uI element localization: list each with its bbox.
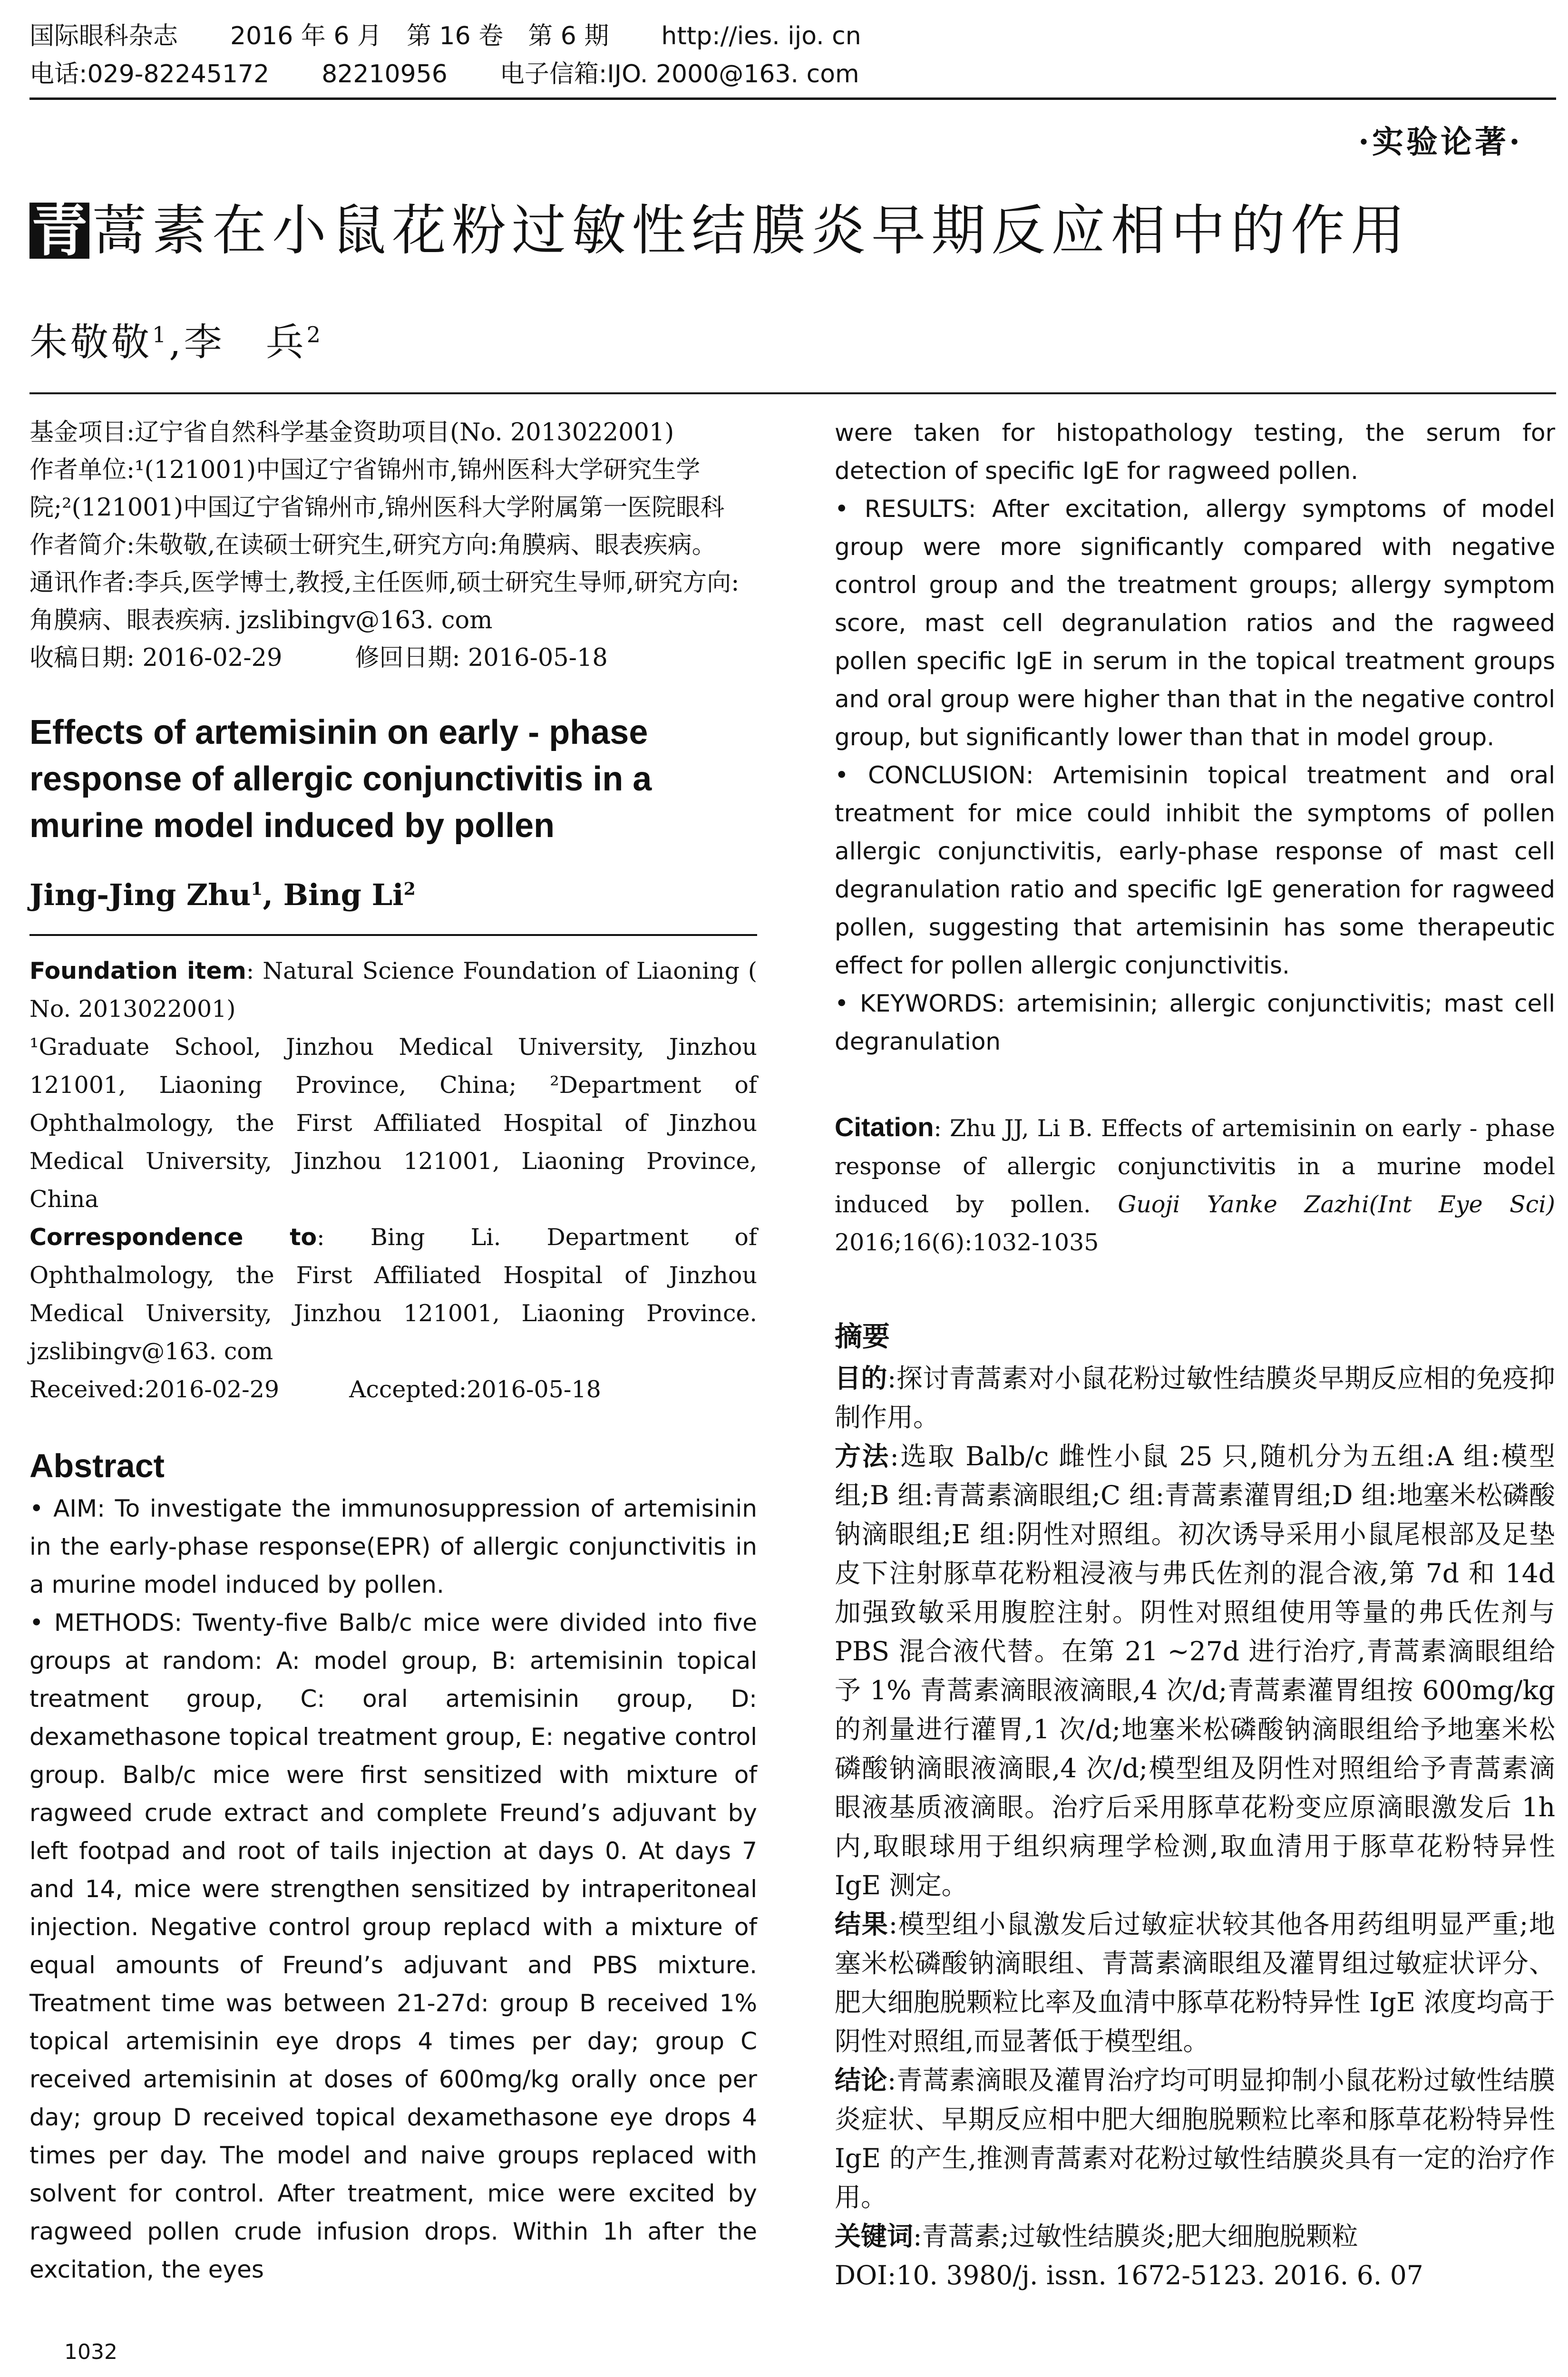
citation-label: Citation bbox=[835, 1112, 934, 1142]
left-column bbox=[29, 414, 757, 2289]
cn-affiliation: 作者单位:¹(121001)中国辽宁省锦州市,锦州医科大学研究生学院;²(121001)中国辽宁省锦州市,锦州医科大学附属第一医院眼科 bbox=[29, 456, 725, 522]
en-received: Received:2016-02-29 Accepted:2016-05-18 bbox=[29, 1376, 601, 1403]
en-author-1-sup: 1 bbox=[251, 879, 263, 899]
running-header bbox=[29, 17, 1551, 93]
cn-abstract-results bbox=[835, 1905, 1555, 2061]
abstract-heading: Abstract bbox=[29, 1447, 165, 1484]
author-list bbox=[29, 312, 323, 366]
citation-text: : Zhu JJ, Li B. Effects of artemisinin on early - phase response of allergic conjunctivitis in a murine model induced by pollen. bbox=[835, 1115, 1555, 1218]
cn-abstract-methods bbox=[835, 1437, 1555, 1905]
cn-conclusion-label: 结论 bbox=[835, 2065, 887, 2095]
abstract-methods: • METHODS: Twenty-five Balb/c mice were divided into five groups at random: A: model group, B: artemisinin topical treatment group, C: oral artemisinin group, D: dexamethasone topical treatment group, E: negative control group. Balb/c mice were first sensitized with mixture of ragweed crude extract and complete Freund’s adjuvant by left footpad and root of tails injection at days 0. At days 7 and 14, mice were strengthen sensitized by intraperitoneal injection. Negative control group replacd with a mixture of equal amounts of Freund’s adjuvant and PBS mixture. Treatment time was between 21-27d: group B received 1% topical artemisinin eye drops 4 times per day; group C received artemisinin at doses of 600mg/kg orally once per day; group D received topical dexamethasone eye drops 4 times per day. The model and naive groups replaced with solvent for control. After treatment, mice were excited by ragweed pollen crude infusion drops. Within 1h after the excitation, the eyes bbox=[29, 1609, 757, 2283]
english-title: Effects of artemisinin on early - phase response of allergic conjunctivitis in a murine model induced by pollen bbox=[29, 713, 652, 845]
cn-dates: 收稿日期: 2016-02-29 修回日期: 2016-05-18 bbox=[29, 644, 608, 672]
cn-correspondence: 通讯作者:李兵,医学博士,教授,主任医师,硕士研究生导师,研究方向:角膜病、眼表疾病. jzslibingv@163. com bbox=[29, 569, 740, 634]
email: 电子信箱:IJO. 2000@163. com bbox=[499, 60, 859, 88]
title-text: 蒿素在小鼠花粉过敏性结膜炎早期反应相中的作用 bbox=[92, 199, 1411, 262]
section-label: ·实验论著· bbox=[1358, 123, 1523, 160]
cn-abstract-heading: 摘要 bbox=[835, 1320, 890, 1353]
citation-journal: Guoji Yanke Zazhi(Int Eye Sci) bbox=[1118, 1191, 1555, 1218]
header-rule bbox=[29, 97, 1556, 100]
en-correspondence bbox=[29, 1218, 757, 1371]
author-1-sup: 1 bbox=[152, 321, 169, 348]
header-line-1 bbox=[29, 17, 1551, 55]
english-authors bbox=[29, 877, 757, 912]
abstract-conclusion: • CONCLUSION: Artemisinin topical treatment and oral treatment for mice could inhibit the symptoms of pollen allergic conjunctivitis, early-phase response of mast cell degranulation ratio and specific IgE generation for ragweed pollen, suggesting that artemisinin has some therapeutic effect for pollen allergic conjunctivitis. bbox=[835, 761, 1555, 979]
en-author-1: Jing-Jing Zhu bbox=[29, 877, 251, 912]
en-foundation bbox=[29, 952, 757, 1028]
header-line-2 bbox=[29, 55, 1551, 93]
title-rule bbox=[29, 392, 1556, 394]
abstract-results: • RESULTS: After excitation, allergy symptoms of model group were more significantly compared with negative control group and the treatment groups; allergy symptom score, mast cell degranulation ratios and the ragweed pollen specific IgE in serum in the topical treatment groups and oral group were higher than that in the negative control group, but significantly lower than that in model group. bbox=[835, 495, 1555, 751]
title-first-char: 青 bbox=[29, 203, 89, 259]
cn-keywords-label: 关键词 bbox=[835, 2221, 914, 2251]
en-affiliation: ¹Graduate School, Jinzhou Medical University, Jinzhou 121001, Liaoning Province, China; ²Department of Ophthalmology, the First Affiliated Hospital of Jinzhou Medical University, Jinzhou 121001, Liaoning Province, China bbox=[29, 1033, 757, 1213]
paper-title bbox=[29, 197, 1411, 263]
author-1: 朱敬敬 bbox=[29, 320, 152, 364]
phone: 电话:029-82245172 bbox=[29, 60, 270, 88]
citation-tail: 2016;16(6):1032-1035 bbox=[835, 1229, 1099, 1256]
cn-results-text: :模型组小鼠激发后过敏症状较其他各用药组明显严重;地塞米松磷酸钠滴眼组、青蒿素滴眼组及灌胃组过敏症状评分、肥大细胞脱颗粒比率及血清中豚草花粉特异性 IgE 浓度均高于阴性对照组,而显著低于模型组。 bbox=[835, 1909, 1555, 2056]
en-meta-rule bbox=[29, 934, 757, 936]
author-2: 李 兵 bbox=[184, 320, 307, 364]
abstract-aim: • AIM: To investigate the immunosuppression of artemisinin in the early-phase response(EPR) of allergic conjunctivitis in a murine model induced by pollen. bbox=[29, 1495, 757, 1598]
cn-methods-text: :选取 Balb/c 雌性小鼠 25 只,随机分为五组:A 组:模型组;B 组:青蒿素滴眼组;C 组:青蒿素灌胃组;D 组:地塞米松磷酸钠滴眼组;E 组:阴性对照组。初次诱导采用小鼠尾根部及足垫皮下注射豚草花粉粗浸液与弗氏佐剂的混合液,第 7d 和 14d 加强致敏采用腹腔注射。阴性对照组使用等量的弗氏佐剂与 PBS 混合液代替。在第 21 ~27d 进行治疗,青蒿素滴眼组给予 1% 青蒿素滴眼液滴眼,4 次/d;青蒿素灌胃组按 600mg/kg 的剂量进行灌胃,1 次/d;地塞米松磷酸钠滴眼组给予地塞米松磷酸钠滴眼液滴眼,4 次/d;模型组及阴性对照组给予青蒿素滴眼液基质液滴眼。治疗后采用豚草花粉变应原滴眼激发后 1h 内,取眼球用于组织病理学检测,取血清用于豚草花粉特异性 IgE 测定。 bbox=[835, 1441, 1555, 1900]
phone-2: 82210956 bbox=[321, 60, 448, 88]
cn-aim-text: :探讨青蒿素对小鼠花粉过敏性结膜炎早期反应相的免疫抑制作用。 bbox=[835, 1363, 1555, 1432]
journal-name: 国际眼科杂志 bbox=[29, 22, 178, 50]
issue-info: 2016 年 6 月 第 16 卷 第 6 期 bbox=[230, 22, 609, 50]
cn-methods-label: 方法 bbox=[835, 1441, 890, 1471]
cn-results-label: 结果 bbox=[835, 1909, 889, 1939]
author-sep: , bbox=[169, 320, 184, 364]
cn-foundation: 基金项目:辽宁省自然科学基金资助项目(No. 2013022001) bbox=[29, 419, 674, 447]
author-2-sup: 2 bbox=[306, 321, 323, 348]
cn-abstract-keywords bbox=[835, 2217, 1555, 2256]
foundation-text: : Natural Science Foundation of Liaoning ( No. 2013022001) bbox=[29, 957, 757, 1023]
cn-author-bio: 作者简介:朱敬敬,在读硕士研究生,研究方向:角膜病、眼表疾病。 bbox=[29, 531, 716, 559]
foundation-label: Foundation item bbox=[29, 957, 246, 984]
page-number: 1032 bbox=[64, 2340, 117, 2364]
cn-conclusion-text: :青蒿素滴眼及灌胃治疗均可明显抑制小鼠花粉过敏性结膜炎症状、早期反应相中肥大细胞脱颗粒比率和豚草花粉特异性 IgE 的产生,推测青蒿素对花粉过敏性结膜炎具有一定的治疗作用。 bbox=[835, 2065, 1555, 2212]
en-author-2: Bing Li bbox=[283, 877, 404, 912]
cn-doi: DOI:10. 3980/j. issn. 1672-5123. 2016. 6. 07 bbox=[835, 2260, 1423, 2290]
cn-abstract-aim bbox=[835, 1359, 1555, 1437]
correspondence-label: Correspondence to bbox=[29, 1224, 317, 1251]
journal-url: http://ies. ijo. cn bbox=[661, 22, 861, 50]
abstract-keywords: • KEYWORDS: artemisinin; allergic conjunctivitis; mast cell degranulation bbox=[835, 990, 1555, 1055]
right-column bbox=[835, 414, 1555, 2295]
en-author-2-sup: 2 bbox=[403, 879, 416, 899]
correspondence-text: : Bing Li. Department of Ophthalmology, the First Affiliated Hospital of Jinzhou Medical University, Jinzhou 121001, Liaoning Province. jzslibingv@163. com bbox=[29, 1224, 757, 1365]
citation bbox=[835, 1108, 1555, 1262]
cn-aim-label: 目的 bbox=[835, 1363, 887, 1393]
cn-abstract-conclusion bbox=[835, 2061, 1555, 2217]
en-author-sep: , bbox=[263, 877, 283, 912]
cn-keywords-text: :青蒿素;过敏性结膜炎;肥大细胞脱颗粒 bbox=[913, 2221, 1358, 2251]
abstract-methods-cont: were taken for histopathology testing, the serum for detection of specific IgE for ragweed pollen. bbox=[835, 419, 1555, 485]
